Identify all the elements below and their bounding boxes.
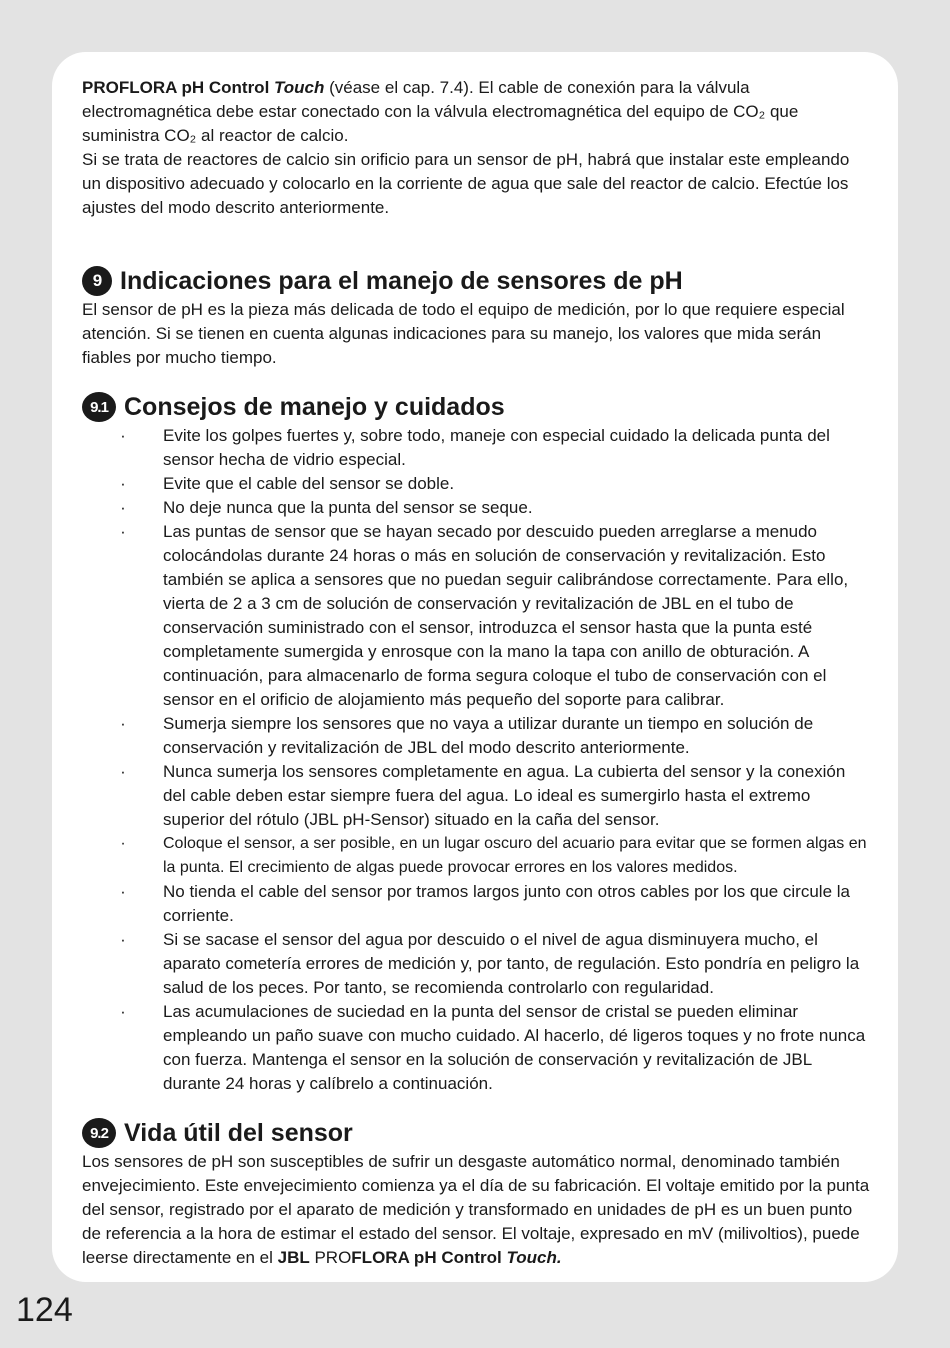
brand-pro: PRO — [309, 1248, 352, 1267]
brand-jbl: JBL — [277, 1248, 310, 1267]
section-9-2-number-badge: 9.2 — [82, 1118, 116, 1148]
section-9-heading — [82, 264, 870, 298]
list-item: · Las acumulaciones de suciedad en la punta del sensor de cristal se pueden eliminar empleando un paño suave con mucho cuidado. Al hacerlo, dé ligeros toques y no frote nunca con fuerza. Mantenga el sensor en la solución de conservación y revitalización de JBL durante 24 horas y calíbrelo a continuación. — [120, 1002, 866, 1093]
brand-flora: FLORA pH Control — [351, 1248, 507, 1267]
intro-paragraph-2: Si se trata de reactores de calcio sin orificio para un sensor de pH, habrá que instalar este empleando un dispositivo adecuado y colocarlo en la corriente de agua que sale del reactor de calcio. Efectúe los ajustes del modo descrito anteriormente. — [82, 150, 850, 217]
intro-brand-italic: Touch — [274, 78, 325, 97]
section-9-number-badge: 9 — [82, 266, 112, 296]
list-item: · No tienda el cable del sensor por tramos largos junto con otros cables por los que circule la corriente. — [120, 882, 850, 925]
list-item: · Las puntas de sensor que se hayan secado por descuido pueden arreglarse a menudo colocándolas durante 24 horas o más en solución de conservación y revitalización. Esto también se aplica a sensores que no puedan seguir calibrándose correctamente. Para ello, vierta de 2 a 3 cm de solución de conservación y revitalización de JBL en el tubo de conservación suministrado con el sensor, introduzca el sensor hasta que la punta esté completamente sumergida y enrosque con la mano la tapa con anillo de obturación. A continuación, para almacenarlo de forma segura coloque el tubo de conservación con el sensor en el orificio de alojamiento más pequeño del soporte para calibrar. — [120, 522, 849, 709]
intro-paragraph-1 — [82, 76, 870, 148]
section-9-2-title: Vida útil del sensor — [124, 1119, 353, 1147]
section-9-title: Indicaciones para el manejo de sensores de pH — [120, 267, 683, 295]
list-item: · Sumerja siempre los sensores que no vaya a utilizar durante un tiempo en solución de conservación y revitalización de JBL del modo descrito anteriormente. — [120, 714, 814, 757]
section-9-1-number-badge: 9.1 — [82, 392, 116, 422]
section-9-1-title: Consejos de manejo y cuidados — [124, 393, 505, 421]
section-9-2-heading — [82, 1116, 870, 1150]
list-item: · Si se sacase el sensor del agua por descuido o el nivel de agua disminuyera mucho, el aparato cometería errores de medición y, por tanto, de regulación. Esto pondría en peligro la salud de los peces. Por tanto, se recomienda controlarlo con regularidad. — [120, 930, 860, 997]
tips-list — [82, 424, 870, 1096]
list-item: · Evite los golpes fuertes y, sobre todo, maneje con especial cuidado la delicada punta del sensor hecha de vidrio especial. — [120, 426, 830, 469]
list-item: · Nunca sumerja los sensores completamente en agua. La cubierta del sensor y la conexión del cable deben estar siempre fuera del agua. Lo ideal es sumergirlo hasta el extremo superior del rótulo (JBL pH-Sensor) situado en la caña del sensor. — [120, 762, 846, 829]
list-item: · Coloque el sensor, a ser posible, en un lugar oscuro del acuario para evitar que se formen algas en la punta. El crecimiento de algas puede provocar errores en los valores medidos. — [120, 835, 867, 876]
page-number: 124 — [16, 1291, 73, 1329]
list-item: · No deje nunca que la punta del sensor se seque. — [120, 498, 533, 517]
intro-brand: PROFLORA pH Control — [82, 78, 275, 97]
brand-touch: Touch. — [506, 1248, 562, 1267]
section-9-1-heading — [82, 390, 870, 424]
intro-text: (véase el cap. 7.4). El cable de conexión para la válvula electromagnética debe estar conectado con la válvula electromagnética del equipo de CO₂ que suministra CO₂ al reactor de calcio. — [82, 78, 799, 145]
page-card — [52, 52, 898, 1282]
section-9-2-text: Los sensores de pH son susceptibles de sufrir un desgaste automático normal, denominado también envejecimiento. Este envejecimiento comienza ya el día de su fabricación. El voltaje emitido por la punta del sensor, registrado por el aparato de medición y transformado en unidades de pH es un buen punto de referencia a la hora de estimar el estado del sensor. El voltaje, expresado en mV (milivoltios), puede leerse directamente en el JBL PROFLORA pH Control Touch. — [82, 1152, 870, 1267]
section-9-text: El sensor de pH es la pieza más delicada de todo el equipo de medición, por lo que requiere especial atención. Si se tienen en cuenta algunas indicaciones para su manejo, los valores que mida serán fiables por mucho tiempo. — [82, 300, 845, 367]
list-item: · Evite que el cable del sensor se doble. — [120, 474, 455, 493]
